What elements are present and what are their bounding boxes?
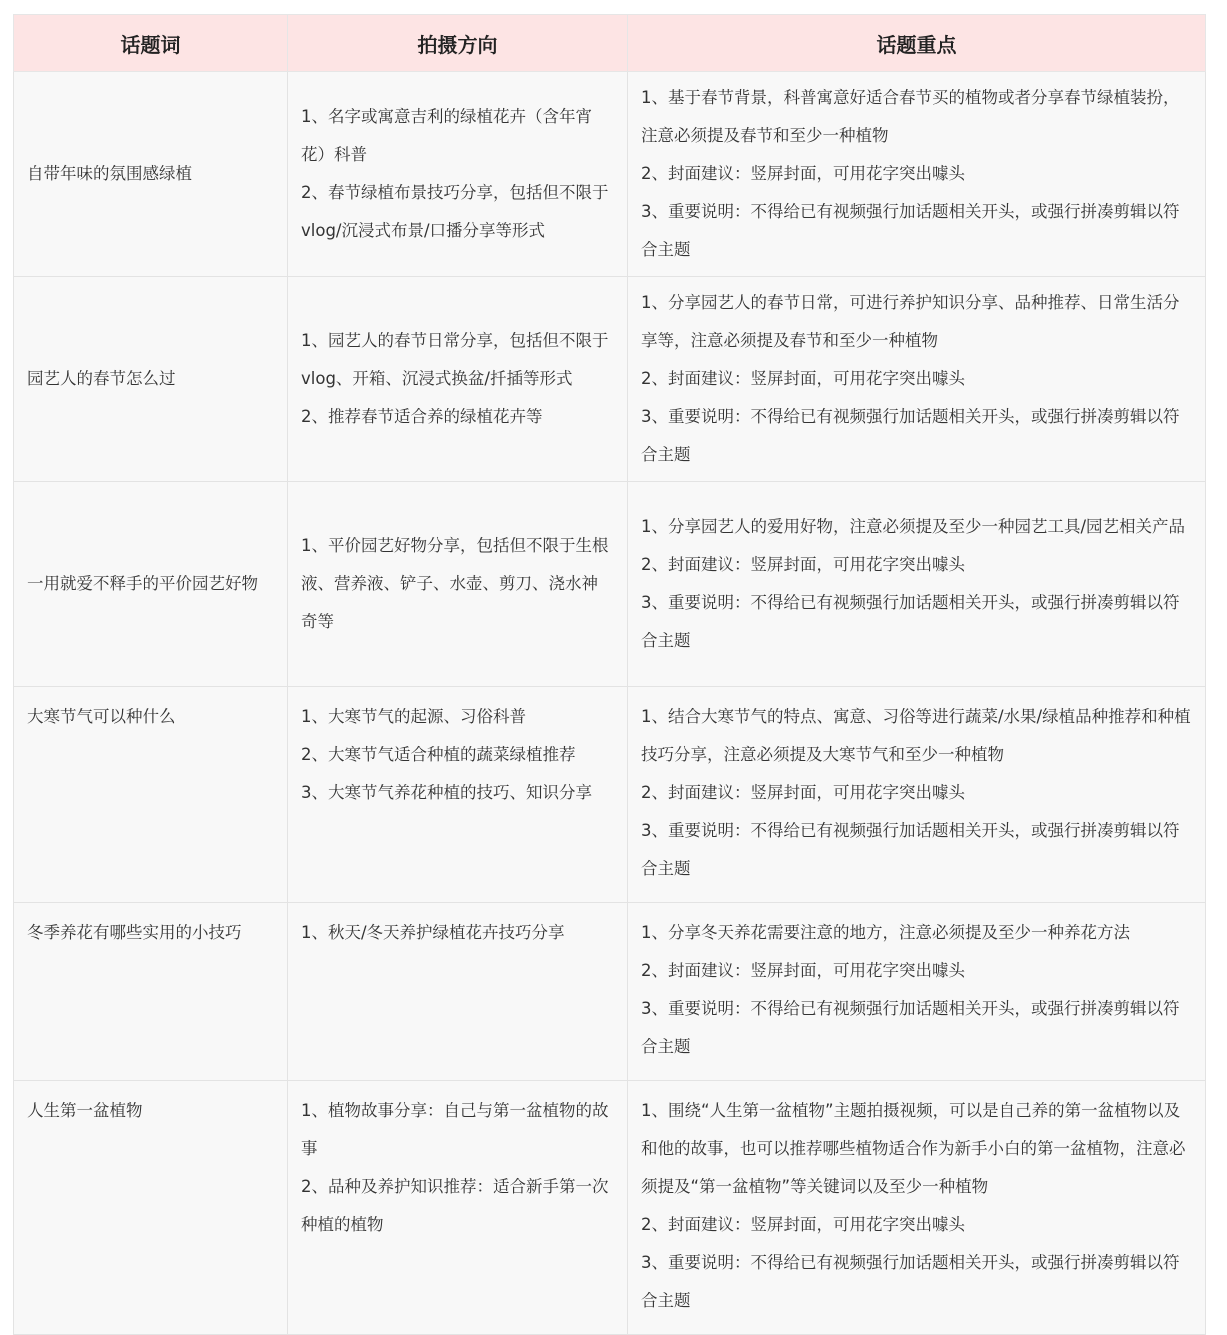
topic-cell: 人生第一盆植物 xyxy=(14,1081,288,1335)
direction-cell xyxy=(288,903,628,1081)
topic-table xyxy=(13,14,1206,1335)
direction-item: 2、春节绿植布景技巧分享，包括但不限于vlog/沉浸式布景/口播分享等形式 xyxy=(301,183,609,240)
direction-item: 2、品种及养护知识推荐：适合新手第一次种植的植物 xyxy=(301,1177,609,1234)
focus-item: 1、分享冬天养花需要注意的地方，注意必须提及至少一种养花方法 xyxy=(641,923,1130,942)
table-row xyxy=(14,277,1206,482)
direction-cell xyxy=(288,482,628,687)
header-focus: 话题重点 xyxy=(628,15,1206,72)
focus-item: 2、封面建议：竖屏封面，可用花字突出噱头 xyxy=(641,961,965,980)
topic-table-container xyxy=(13,14,1205,1335)
focus-cell xyxy=(628,903,1206,1081)
direction-item: 1、植物故事分享：自己与第一盆植物的故事 xyxy=(301,1101,609,1158)
table-row xyxy=(14,72,1206,277)
direction-item: 2、推荐春节适合养的绿植花卉等 xyxy=(301,407,543,426)
direction-item: 1、大寒节气的起源、习俗科普 xyxy=(301,707,526,726)
direction-item: 1、名字或寓意吉利的绿植花卉（含年宵花）科普 xyxy=(301,107,592,164)
table-row xyxy=(14,1081,1206,1335)
direction-item: 1、平价园艺好物分享，包括但不限于生根液、营养液、铲子、水壶、剪刀、浇水神奇等 xyxy=(301,536,609,631)
table-row xyxy=(14,687,1206,903)
direction-item: 2、大寒节气适合种植的蔬菜绿植推荐 xyxy=(301,745,576,764)
direction-item: 1、秋天/冬天养护绿植花卉技巧分享 xyxy=(301,923,565,942)
topic-cell: 一用就爱不释手的平价园艺好物 xyxy=(14,482,288,687)
focus-cell xyxy=(628,482,1206,687)
table-row xyxy=(14,903,1206,1081)
table-header-row xyxy=(14,15,1206,72)
direction-cell xyxy=(288,1081,628,1335)
focus-item: 2、封面建议：竖屏封面，可用花字突出噱头 xyxy=(641,369,965,388)
focus-item: 1、结合大寒节气的特点、寓意、习俗等进行蔬菜/水果/绿植品种推荐和种植技巧分享，注意必须提及大寒节气和至少一种植物 xyxy=(641,707,1191,764)
focus-item: 3、重要说明：不得给已有视频强行加话题相关开头，或强行拼凑剪辑以符合主题 xyxy=(641,821,1180,878)
focus-cell xyxy=(628,72,1206,277)
focus-item: 3、重要说明：不得给已有视频强行加话题相关开头，或强行拼凑剪辑以符合主题 xyxy=(641,407,1180,464)
focus-item: 3、重要说明：不得给已有视频强行加话题相关开头，或强行拼凑剪辑以符合主题 xyxy=(641,1253,1180,1310)
direction-item: 3、大寒节气养花种植的技巧、知识分享 xyxy=(301,783,592,802)
focus-item: 3、重要说明：不得给已有视频强行加话题相关开头，或强行拼凑剪辑以符合主题 xyxy=(641,999,1180,1056)
focus-item: 2、封面建议：竖屏封面，可用花字突出噱头 xyxy=(641,783,965,802)
focus-item: 2、封面建议：竖屏封面，可用花字突出噱头 xyxy=(641,1215,965,1234)
direction-cell xyxy=(288,277,628,482)
focus-cell xyxy=(628,687,1206,903)
focus-cell xyxy=(628,1081,1206,1335)
header-topic: 话题词 xyxy=(14,15,288,72)
topic-cell: 大寒节气可以种什么 xyxy=(14,687,288,903)
header-direction: 拍摄方向 xyxy=(288,15,628,72)
focus-item: 1、分享园艺人的春节日常，可进行养护知识分享、品种推荐、日常生活分享等，注意必须提及春节和至少一种植物 xyxy=(641,293,1180,350)
topic-cell: 冬季养花有哪些实用的小技巧 xyxy=(14,903,288,1081)
direction-item: 1、园艺人的春节日常分享，包括但不限于vlog、开箱、沉浸式换盆/扦插等形式 xyxy=(301,331,609,388)
focus-item: 2、封面建议：竖屏封面，可用花字突出噱头 xyxy=(641,555,965,574)
direction-cell xyxy=(288,72,628,277)
focus-item: 1、围绕“人生第一盆植物”主题拍摄视频，可以是自己养的第一盆植物以及和他的故事，也可以推荐哪些植物适合作为新手小白的第一盆植物，注意必须提及“第一盆植物”等关键词以及至少一种植物 xyxy=(641,1101,1186,1196)
focus-item: 3、重要说明：不得给已有视频强行加话题相关开头，或强行拼凑剪辑以符合主题 xyxy=(641,202,1180,259)
topic-cell: 自带年味的氛围感绿植 xyxy=(14,72,288,277)
direction-cell xyxy=(288,687,628,903)
focus-item: 1、分享园艺人的爱用好物，注意必须提及至少一种园艺工具/园艺相关产品 xyxy=(641,517,1186,536)
focus-cell xyxy=(628,277,1206,482)
focus-item: 2、封面建议：竖屏封面，可用花字突出噱头 xyxy=(641,164,965,183)
focus-item: 3、重要说明：不得给已有视频强行加话题相关开头，或强行拼凑剪辑以符合主题 xyxy=(641,593,1180,650)
table-row xyxy=(14,482,1206,687)
topic-cell: 园艺人的春节怎么过 xyxy=(14,277,288,482)
focus-item: 1、基于春节背景，科普寓意好适合春节买的植物或者分享春节绿植装扮，注意必须提及春节和至少一种植物 xyxy=(641,88,1180,145)
